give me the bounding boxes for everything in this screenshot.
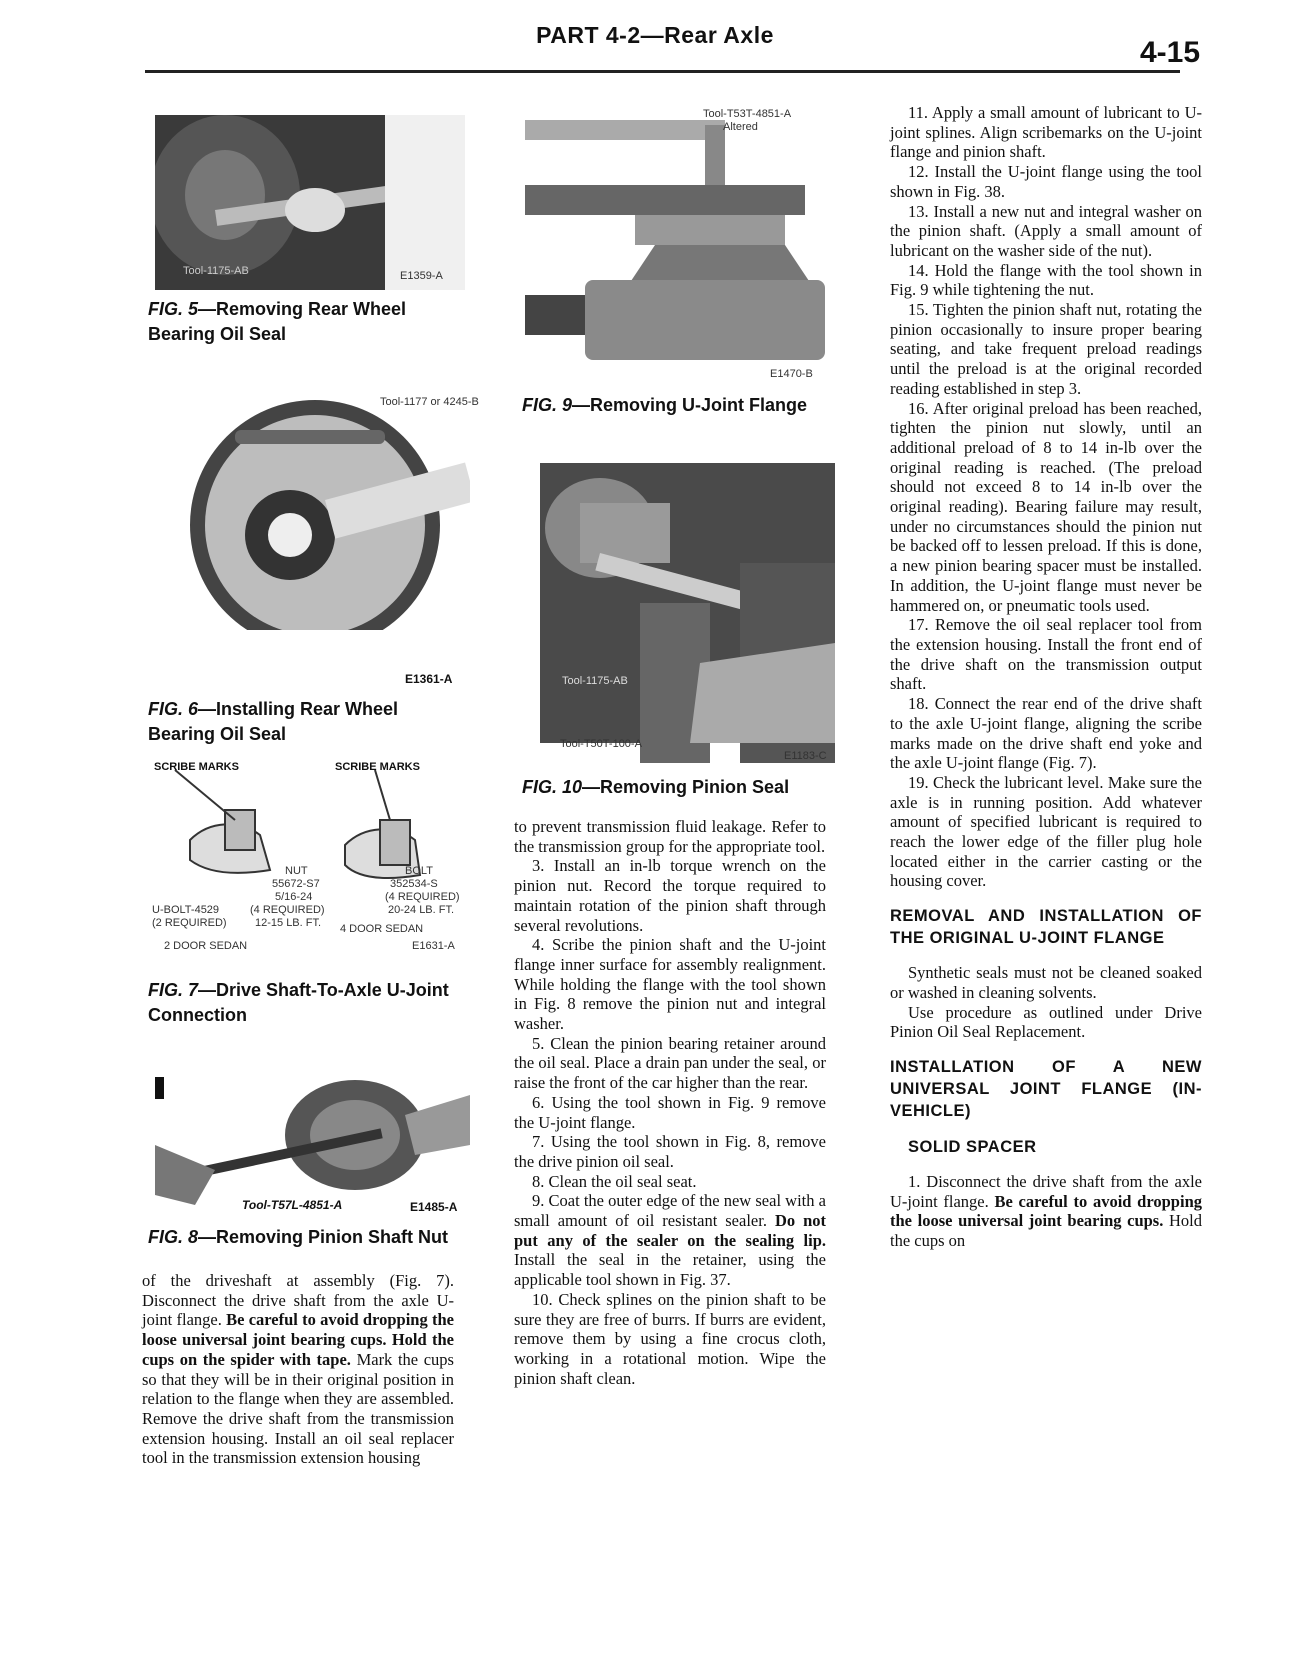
figure-10-photo [540,463,835,763]
fig9-code-label: E1470-B [770,368,813,380]
fig5-caption-text: —Removing Rear Wheel Bearing Oil Seal [148,299,407,344]
col3-step-11: 11. Apply a small amount of lubricant to U-joint splines. Align scribemarks on the U-joint flange and pinion shaft. [890,103,1202,162]
col3-step-16: 16. After original preload has been reached, tighten the pinion nut slowly, until an additional preload of 8 to 14 in-lb over the original reading is reached. (The preload should not exceed 8 to 14 in-lb over the original reading). Bearing failure may result, under no circumstances should the pinion nut be backed off to lessen preload. If this is done, a new pinion bearing spacer must be installed. In addition, the U-joint flange must never be hammered on, or pneumatic tools used. [890,398,1202,615]
fig10-tool1-label: Tool-1175-AB [562,675,628,687]
fig7-sedan2: 2 DOOR SEDAN [164,940,248,952]
col3-step-1 [890,1172,1202,1251]
figure-9-caption [522,393,842,418]
fig10-caption-number: FIG. 10 [522,777,583,797]
fig9-caption-number: FIG. 9 [522,395,573,415]
figure-7-caption [148,978,468,1028]
fig5-tool-label: Tool-1175-AB [183,265,249,277]
figure-8-photo [155,1075,470,1215]
col2-p0: to prevent transmission fluid leakage. Refer to the transmission group for the appropriate tool. [514,817,826,856]
fig8-caption-text: —Removing Pinion Shaft Nut [198,1227,449,1247]
figure-10-caption [522,775,842,800]
col2-step-7: 7. Using the tool shown in Fig. 8, remove the drive pinion oil seal. [514,1132,826,1171]
col3-step-19: 19. Check the lubricant level. Make sure the axle is in running position. Add whatever amount of specified lubricant is required to reach the lower edge of the filler plug hole located either in the carrier casting or the housing cover. [890,772,1202,891]
fig9-caption-text: —Removing U-Joint Flange [572,395,808,415]
col3-step-18: 18. Connect the rear end of the drive shaft to the axle U-joint flange, aligning the scribe marks made on the drive shaft end yoke and the axle U-joint flange (Fig. 7). [890,694,1202,773]
fig10-code-label: E1183-C [784,750,827,762]
spacer [890,1122,1202,1136]
col1-p1-c: Mark the cups so that they will be in their original position in relation to the flange when they are assembled. Remove the drive shaft from the transmission extension housing. Install an oil seal replacer tool in the transmission extension housing [142,1349,454,1468]
figure-6-illustration [175,390,470,630]
fig7-bolt: BOLT [405,865,433,877]
fig7-code: E1631-A [412,940,455,952]
figure-9-photo [525,110,830,380]
fig7-scribe-left: SCRIBE MARKS [154,761,239,773]
col2-step-5: 5. Clean the pinion bearing retainer around the oil seal. Place a drain pan under the seal, or raise the front of the car higher than the rear. [514,1033,826,1093]
page-number: 4-15 [1140,36,1201,69]
fig6-tool-label: Tool-1177 or 4245-B [380,396,479,408]
fig8-caption-number: FIG. 8 [148,1227,199,1247]
spacer [890,891,1202,905]
fig10-tool2-label: Tool-T50T-100-A [560,738,642,750]
figure-8-illustration [155,1075,470,1215]
fig6-code-label: E1361-A [405,672,453,686]
fig7-ubolt: U-BOLT-4529 [152,904,220,916]
header-rule [145,70,1180,73]
col2-s9-warning: Do not put any of the sealer on the sealing lip. [514,1211,826,1250]
col3-step-17: 17. Remove the oil seal replacer tool from the extension housing. Install the front end of the drive shaft on the transmission output shaft. [890,615,1202,694]
col2-s9-a: 9. Coat the outer edge of the new seal with a small amount of oil resistant sealer. [514,1191,826,1231]
fig7-caption-text: —Drive Shaft-To-Axle U-Joint Connection [148,980,449,1025]
fig7-bolt-torque: 20-24 LB. FT. [388,904,455,916]
figure-6-photo [175,390,479,630]
figure-5-illustration [155,115,465,290]
col2-s9-c: Install the seal in the retainer, using the applicable tool shown in Fig. 37. [514,1250,826,1290]
section-heading-solid-spacer: SOLID SPACER [908,1137,1037,1156]
col1-p1-warning: Be careful to avoid dropping the loose universal joint bearing cups. Hold the cups on the spider with tape. [142,1310,454,1369]
fig8-code-label: E1485-A [410,1200,458,1214]
col3-step-13: 13. Install a new nut and integral washer on the pinion shaft. (Apply a small amount of lubricant on the washer side of the nut). [890,201,1202,260]
figure-7-diagram [150,761,470,955]
col3-s1-a: 1. Disconnect the drive shaft from the axle U-joint flange. [890,1171,1202,1211]
figure-8-caption [148,1225,478,1250]
fig6-caption-text: —Installing Rear Wheel Bearing Oil Seal [148,699,399,744]
figure-9-illustration [525,110,830,380]
col2-step-3: 3. Install an in-lb torque wrench on the pinion nut. Record the torque required to maintain rotation of the pinion shaft through several revolutions. [514,856,826,935]
col2-step-8: 8. Clean the oil seal seat. [532,1171,697,1191]
fig7-nut-torque: 12-15 LB. FT. [255,917,322,929]
fig7-bolt-part: 352534-S [390,878,438,890]
fig7-bolt-req: (4 REQUIRED) [385,891,460,903]
col3-s1-c: Hold the cups on [890,1211,1202,1251]
figure-5-caption [148,297,468,347]
column-1-text [142,1271,454,1468]
fig5-caption-number: FIG. 5 [148,299,199,319]
col1-p1-a: of the driveshaft at assembly (Fig. 7). Disconnect the drive shaft from the axle U-joint flange. [142,1271,454,1330]
fig10-caption-text: —Removing Pinion Seal [582,777,790,797]
col3-step-12: 12. Install the U-joint flange using the tool shown in Fig. 38. [890,162,1202,201]
column-3-text [890,103,1202,1251]
page-header-title: PART 4-2—Rear Axle [536,22,774,48]
fig9-altered-label: Altered [723,121,758,133]
col3-step-14: 14. Hold the flange with the tool shown in Fig. 9 while tightening the nut. [890,260,1202,300]
col3-synthetic-seals: Synthetic seals must not be cleaned soaked or washed in cleaning solvents. [890,963,1202,1002]
col3-step-15: 15. Tighten the pinion shaft nut, rotating the pinion occasionally to insure proper bearing seating, and take frequent preload readings until the preload is at the original recorded reading established in step 3. [890,300,1202,398]
col2-step-10: 10. Check splines on the pinion shaft to be sure they are free of burrs. If burrs are evident, remove them by using a fine crocus cloth, working in a rotational motion. Wipe the pinion shaft clean. [514,1289,826,1388]
fig8-tool-label: Tool-T57L-4851-A [242,1198,343,1212]
figure-6-caption [148,697,468,747]
figure-5-photo [155,115,465,290]
fig7-ubolt-req: (2 REQUIRED) [152,917,227,929]
section-heading-removal: REMOVAL AND INSTALLATION OF THE ORIGINAL U-JOINT FLANGE [890,907,1202,948]
figure-10-illustration [540,463,835,763]
col2-step-4: 4. Scribe the pinion shaft and the U-joint flange inner surface for assembly realignment. While holding the flange with the tool shown in Fig. 8 remove the pinion nut and integral washer. [514,935,826,1034]
fig7-nut-req: (4 REQUIRED) [250,904,325,916]
spacer [890,1158,1202,1172]
column-2-text [514,817,826,1388]
fig6-caption-number: FIG. 6 [148,699,199,719]
spacer [890,949,1202,963]
spacer [890,1042,1202,1056]
col1-paragraph [142,1271,454,1468]
fig7-nut-part: 55672-S7 [272,878,320,890]
fig7-scribe-right: SCRIBE MARKS [335,761,420,773]
fig7-nut: NUT [285,865,308,877]
fig7-nut-size: 5/16-24 [275,891,313,903]
section-heading-installation: INSTALLATION OF A NEW UNIVERSAL JOINT FLANGE (IN-VEHICLE) [890,1057,1202,1120]
col2-step-9 [514,1191,826,1290]
col3-s1-warning: Be careful to avoid dropping the loose universal joint bearing cups. [890,1191,1202,1231]
fig7-sedan4: 4 DOOR SEDAN [340,923,424,935]
col3-use-procedure: Use procedure as outlined under Drive Pinion Oil Seal Replacement. [890,1002,1202,1042]
fig9-tool-label: Tool-T53T-4851-A [703,108,792,120]
fig5-code-label: E1359-A [400,270,443,282]
col2-step-6: 6. Using the tool shown in Fig. 9 remove the U-joint flange. [514,1092,826,1132]
fig7-caption-number: FIG. 7 [148,980,199,1000]
